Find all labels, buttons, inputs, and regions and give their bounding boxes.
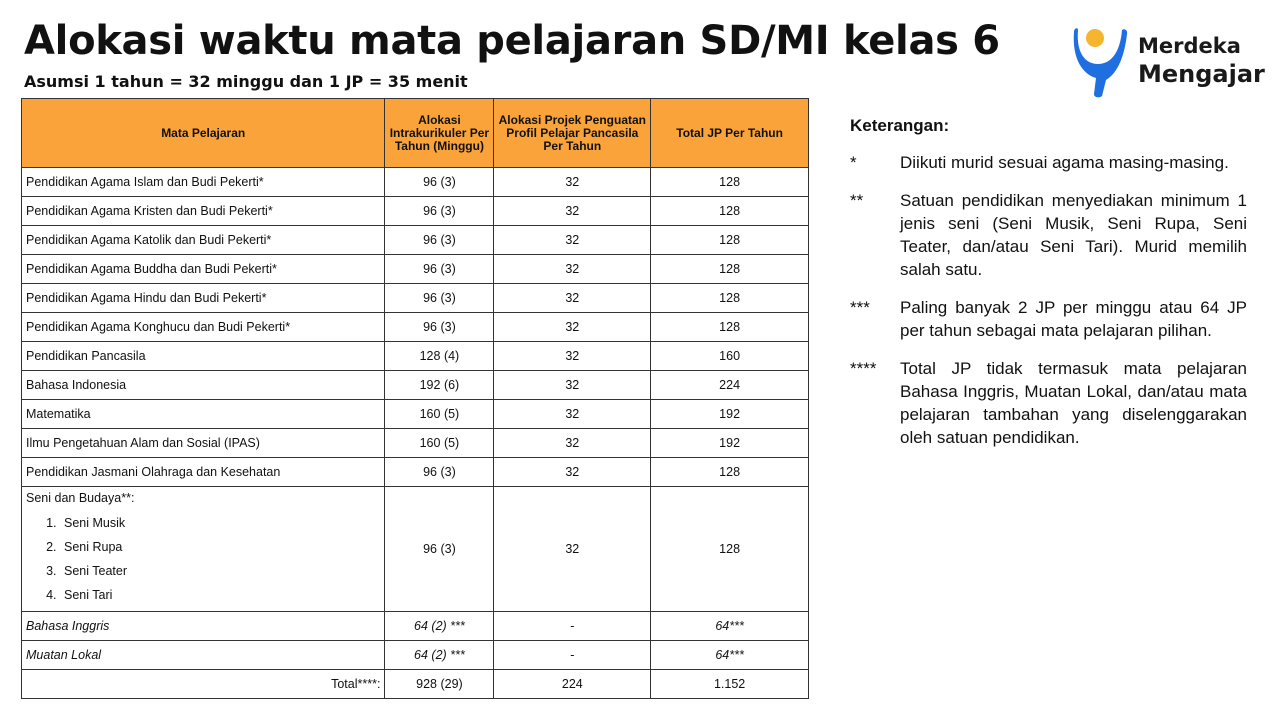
subject-name: Pendidikan Agama Islam dan Budi Pekerti*: [22, 168, 385, 197]
intra-value: 192 (6): [385, 371, 494, 400]
subject-name: Pendidikan Agama Buddha dan Budi Pekerti*: [22, 255, 385, 284]
total-value: 128: [651, 313, 809, 342]
projek-value: 32: [494, 400, 651, 429]
subject-name: Pendidikan Agama Konghucu dan Budi Pekerti*: [22, 313, 385, 342]
subject-name: Pendidikan Agama Katolik dan Budi Pekerti*: [22, 226, 385, 255]
note-text: Total JP tidak termasuk mata pelajaran Bahasa Inggris, Muatan Lokal, dan/atau mata pelajaran tambahan yang diselenggarakan oleh satuan pendidikan.: [900, 359, 1247, 447]
header-total-jp: Total JP Per Tahun: [651, 99, 809, 168]
subject-name: Matematika: [22, 400, 385, 429]
total-value: 64***: [651, 641, 809, 670]
seni-item: 2. Seni Rupa: [60, 535, 380, 559]
projek-value: 32: [494, 429, 651, 458]
intra-value: 96 (3): [385, 313, 494, 342]
note-mark: *: [850, 153, 857, 172]
total-value: 128: [651, 284, 809, 313]
intra-value: 96 (3): [385, 197, 494, 226]
total-value: 128: [651, 226, 809, 255]
table-row-optional: [22, 641, 809, 670]
intra-value: 96 (3): [385, 226, 494, 255]
total-value: 128: [651, 458, 809, 487]
total-value: 224: [651, 371, 809, 400]
projek-value: 32: [494, 255, 651, 284]
total-value: 128: [651, 168, 809, 197]
note-mark: ***: [850, 298, 870, 317]
projek-value: 32: [494, 284, 651, 313]
subject-name: Pendidikan Pancasila: [22, 342, 385, 371]
header-alokasi-intrakurikuler: Alokasi Intrakurikuler Per Tahun (Minggu): [385, 99, 494, 168]
table-row: [22, 458, 809, 487]
merdeka-mengajar-logo: [1072, 22, 1272, 100]
seni-title: Seni dan Budaya**:: [26, 491, 135, 505]
subject-name: Pendidikan Agama Kristen dan Budi Pekerti*: [22, 197, 385, 226]
intra-value: 96 (3): [385, 284, 494, 313]
table-row-seni-budaya: [22, 487, 809, 612]
table-row: [22, 197, 809, 226]
table-row: [22, 168, 809, 197]
intra-value: 64 (2) ***: [385, 612, 494, 641]
total-value: 192: [651, 400, 809, 429]
projek-value: -: [494, 641, 651, 670]
total-value: 128: [651, 197, 809, 226]
subject-name: Pendidikan Jasmani Olahraga dan Kesehatan: [22, 458, 385, 487]
note-text: Satuan pendidikan menyediakan minimum 1 jenis seni (Seni Musik, Seni Rupa, Seni Teater, dan/atau Seni Tari). Murid memilih salah satu.: [900, 191, 1247, 279]
subject-name: Bahasa Indonesia: [22, 371, 385, 400]
total-value: 160: [651, 342, 809, 371]
total-label: Total****:: [22, 670, 385, 699]
subject-name: Pendidikan Agama Hindu dan Budi Pekerti*: [22, 284, 385, 313]
table-row: [22, 255, 809, 284]
intra-value: 160 (5): [385, 400, 494, 429]
note-mark: **: [850, 191, 864, 210]
table-row: [22, 313, 809, 342]
notes-title: Keterangan:: [850, 116, 950, 135]
projek-value: 32: [494, 197, 651, 226]
subject-name-seni: [22, 487, 385, 612]
intra-value: 128 (4): [385, 342, 494, 371]
table-row-optional: [22, 612, 809, 641]
projek-value: 32: [494, 458, 651, 487]
note-item: [850, 151, 1247, 174]
logo-text-mengajar: Mengajar: [1138, 60, 1265, 88]
intra-value: 96 (3): [385, 255, 494, 284]
table-row: [22, 226, 809, 255]
projek-value: 32: [494, 313, 651, 342]
note-text: Diikuti murid sesuai agama masing-masing.: [900, 153, 1229, 172]
table-row-total: [22, 670, 809, 699]
logo-text-merdeka: Merdeka: [1138, 34, 1241, 58]
note-mark: ****: [850, 359, 877, 378]
table-row: [22, 284, 809, 313]
intra-value: 96 (3): [385, 168, 494, 197]
total-value: 128: [651, 487, 809, 612]
allocation-table: [21, 98, 809, 699]
subject-name: Muatan Lokal: [22, 641, 385, 670]
header-alokasi-projek: Alokasi Projek Penguatan Profil Pelajar Pancasila Per Tahun: [494, 99, 651, 168]
intra-value: 160 (5): [385, 429, 494, 458]
subject-name: Bahasa Inggris: [22, 612, 385, 641]
projek-value: 32: [494, 487, 651, 612]
grand-total: 1.152: [651, 670, 809, 699]
seni-item: 4. Seni Tari: [60, 583, 380, 607]
header-mata-pelajaran: Mata Pelajaran: [22, 99, 385, 168]
table-row: [22, 400, 809, 429]
projek-value: 32: [494, 226, 651, 255]
total-value: 128: [651, 255, 809, 284]
logo-figure-icon: [1072, 24, 1130, 98]
seni-list: [26, 511, 380, 607]
projek-value: 32: [494, 168, 651, 197]
note-item: [850, 296, 1247, 342]
table-row: [22, 429, 809, 458]
intra-value: 96 (3): [385, 458, 494, 487]
note-item: [850, 189, 1247, 281]
notes-panel: [850, 114, 1247, 464]
table-header-row: [22, 99, 809, 168]
projek-value: -: [494, 612, 651, 641]
projek-value: 32: [494, 371, 651, 400]
table-row: [22, 342, 809, 371]
intra-value: 64 (2) ***: [385, 641, 494, 670]
total-value: 192: [651, 429, 809, 458]
table-row: [22, 371, 809, 400]
page-subtitle: Asumsi 1 tahun = 32 minggu dan 1 JP = 35 menit: [24, 72, 468, 91]
seni-item: 3. Seni Teater: [60, 559, 380, 583]
subject-name: Ilmu Pengetahuan Alam dan Sosial (IPAS): [22, 429, 385, 458]
projek-value: 32: [494, 342, 651, 371]
note-item: [850, 357, 1247, 449]
intra-value: 96 (3): [385, 487, 494, 612]
seni-item: 1. Seni Musik: [60, 511, 380, 535]
projek-total: 224: [494, 670, 651, 699]
total-value: 64***: [651, 612, 809, 641]
intra-total: 928 (29): [385, 670, 494, 699]
page-title: Alokasi waktu mata pelajaran SD/MI kelas 6: [24, 18, 1000, 64]
note-text: Paling banyak 2 JP per minggu atau 64 JP per tahun sebagai mata pelajaran pilihan.: [900, 298, 1247, 340]
